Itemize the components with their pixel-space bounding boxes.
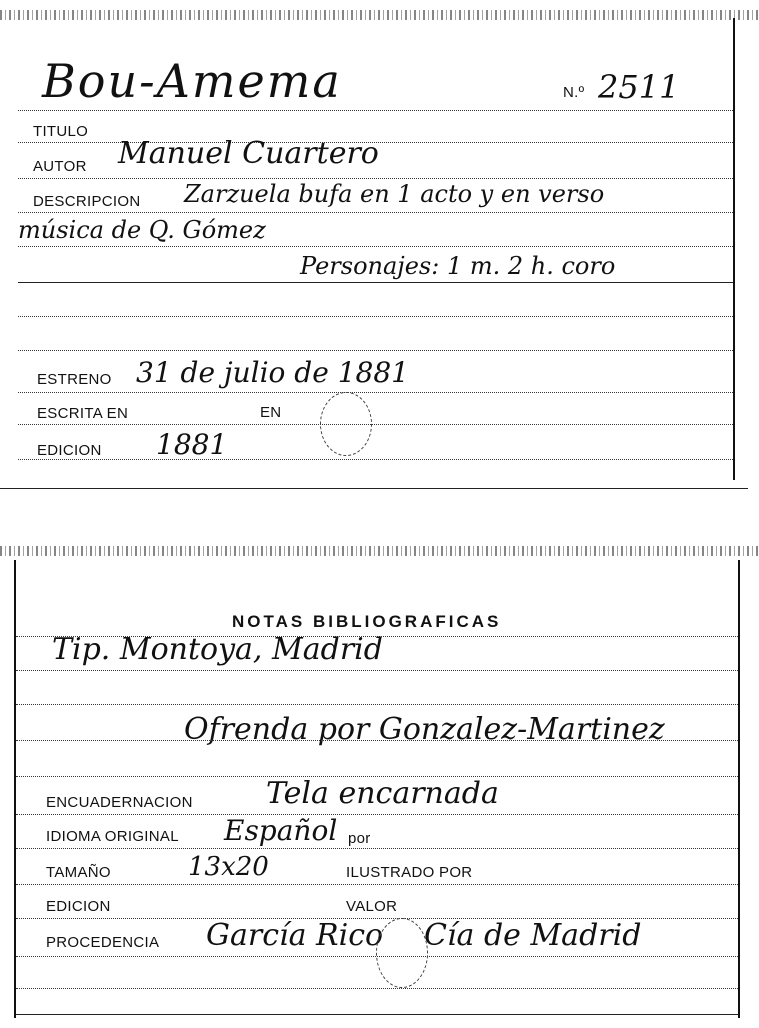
notes-line-2: Ofrenda por Gonzalez-Martinez — [184, 712, 665, 747]
titulo-label: TITULO — [33, 123, 89, 140]
card-right-border — [733, 18, 735, 480]
rule — [18, 350, 733, 351]
rule — [18, 459, 733, 460]
descripcion-label: DESCRIPCION — [33, 193, 141, 210]
card-bottom-edge — [16, 1014, 738, 1015]
perforated-edge — [0, 10, 759, 20]
rule — [18, 246, 733, 247]
card-title: Bou-Amema — [42, 54, 342, 108]
rule — [18, 282, 733, 283]
valor-label: VALOR — [346, 898, 398, 915]
encuadernacion-label: ENCUADERNACION — [46, 794, 193, 811]
en-label: EN — [260, 404, 282, 421]
card-right-border — [738, 560, 740, 1018]
notes-line-1: Tip. Montoya, Madrid — [52, 632, 383, 667]
catalog-card-main — [0, 0, 759, 500]
descripcion-value-line1: Zarzuela bufa en 1 acto y en verso — [184, 180, 605, 208]
ink-stamp-mark — [320, 392, 372, 456]
procedencia-label: PROCEDENCIA — [46, 934, 160, 951]
tamano-label: TAMAÑO — [46, 864, 111, 881]
idioma-original-value: Español — [224, 814, 338, 847]
rule — [18, 110, 733, 111]
edicion-label-notes: EDICION — [46, 898, 111, 915]
number-label: N.º — [563, 84, 585, 101]
por-label: por — [348, 830, 371, 847]
rule — [16, 704, 738, 705]
procedencia-value-1: García Rico — [206, 918, 384, 953]
rule — [18, 178, 733, 179]
autor-label: AUTOR — [33, 158, 87, 175]
rule — [16, 956, 738, 957]
rule — [16, 884, 738, 885]
tamano-value: 13x20 — [188, 852, 269, 882]
rule — [18, 212, 733, 213]
card-left-border — [14, 560, 16, 1018]
rule — [16, 988, 738, 989]
rule — [16, 670, 738, 671]
procedencia-value-2: Cía de Madrid — [424, 918, 642, 953]
rule — [16, 848, 738, 849]
number-value: 2511 — [598, 68, 680, 106]
escrita-en-label: ESCRITA EN — [37, 405, 129, 422]
descripcion-value-line2: música de Q. Gómez — [18, 216, 266, 244]
notas-bibliograficas-heading: NOTAS BIBLIOGRAFICAS — [232, 612, 502, 631]
edicion-label: EDICION — [37, 442, 102, 459]
autor-value: Manuel Cuartero — [118, 136, 379, 171]
perforated-edge — [0, 546, 759, 556]
encuadernacion-value: Tela encarnada — [266, 776, 499, 811]
idioma-original-label: IDIOMA ORIGINAL — [46, 828, 179, 845]
ilustrado-por-label: ILUSTRADO POR — [346, 864, 473, 881]
card-bottom-edge — [0, 488, 748, 489]
rule — [16, 740, 738, 741]
rule — [18, 392, 733, 393]
ink-stamp-mark — [376, 918, 428, 988]
rule — [16, 814, 738, 815]
estreno-label: ESTRENO — [37, 371, 112, 388]
rule — [18, 424, 733, 425]
personajes-value: Personajes: 1 m. 2 h. coro — [300, 252, 616, 280]
edicion-value: 1881 — [156, 428, 228, 461]
estreno-value: 31 de julio de 1881 — [136, 356, 409, 389]
rule — [18, 316, 733, 317]
